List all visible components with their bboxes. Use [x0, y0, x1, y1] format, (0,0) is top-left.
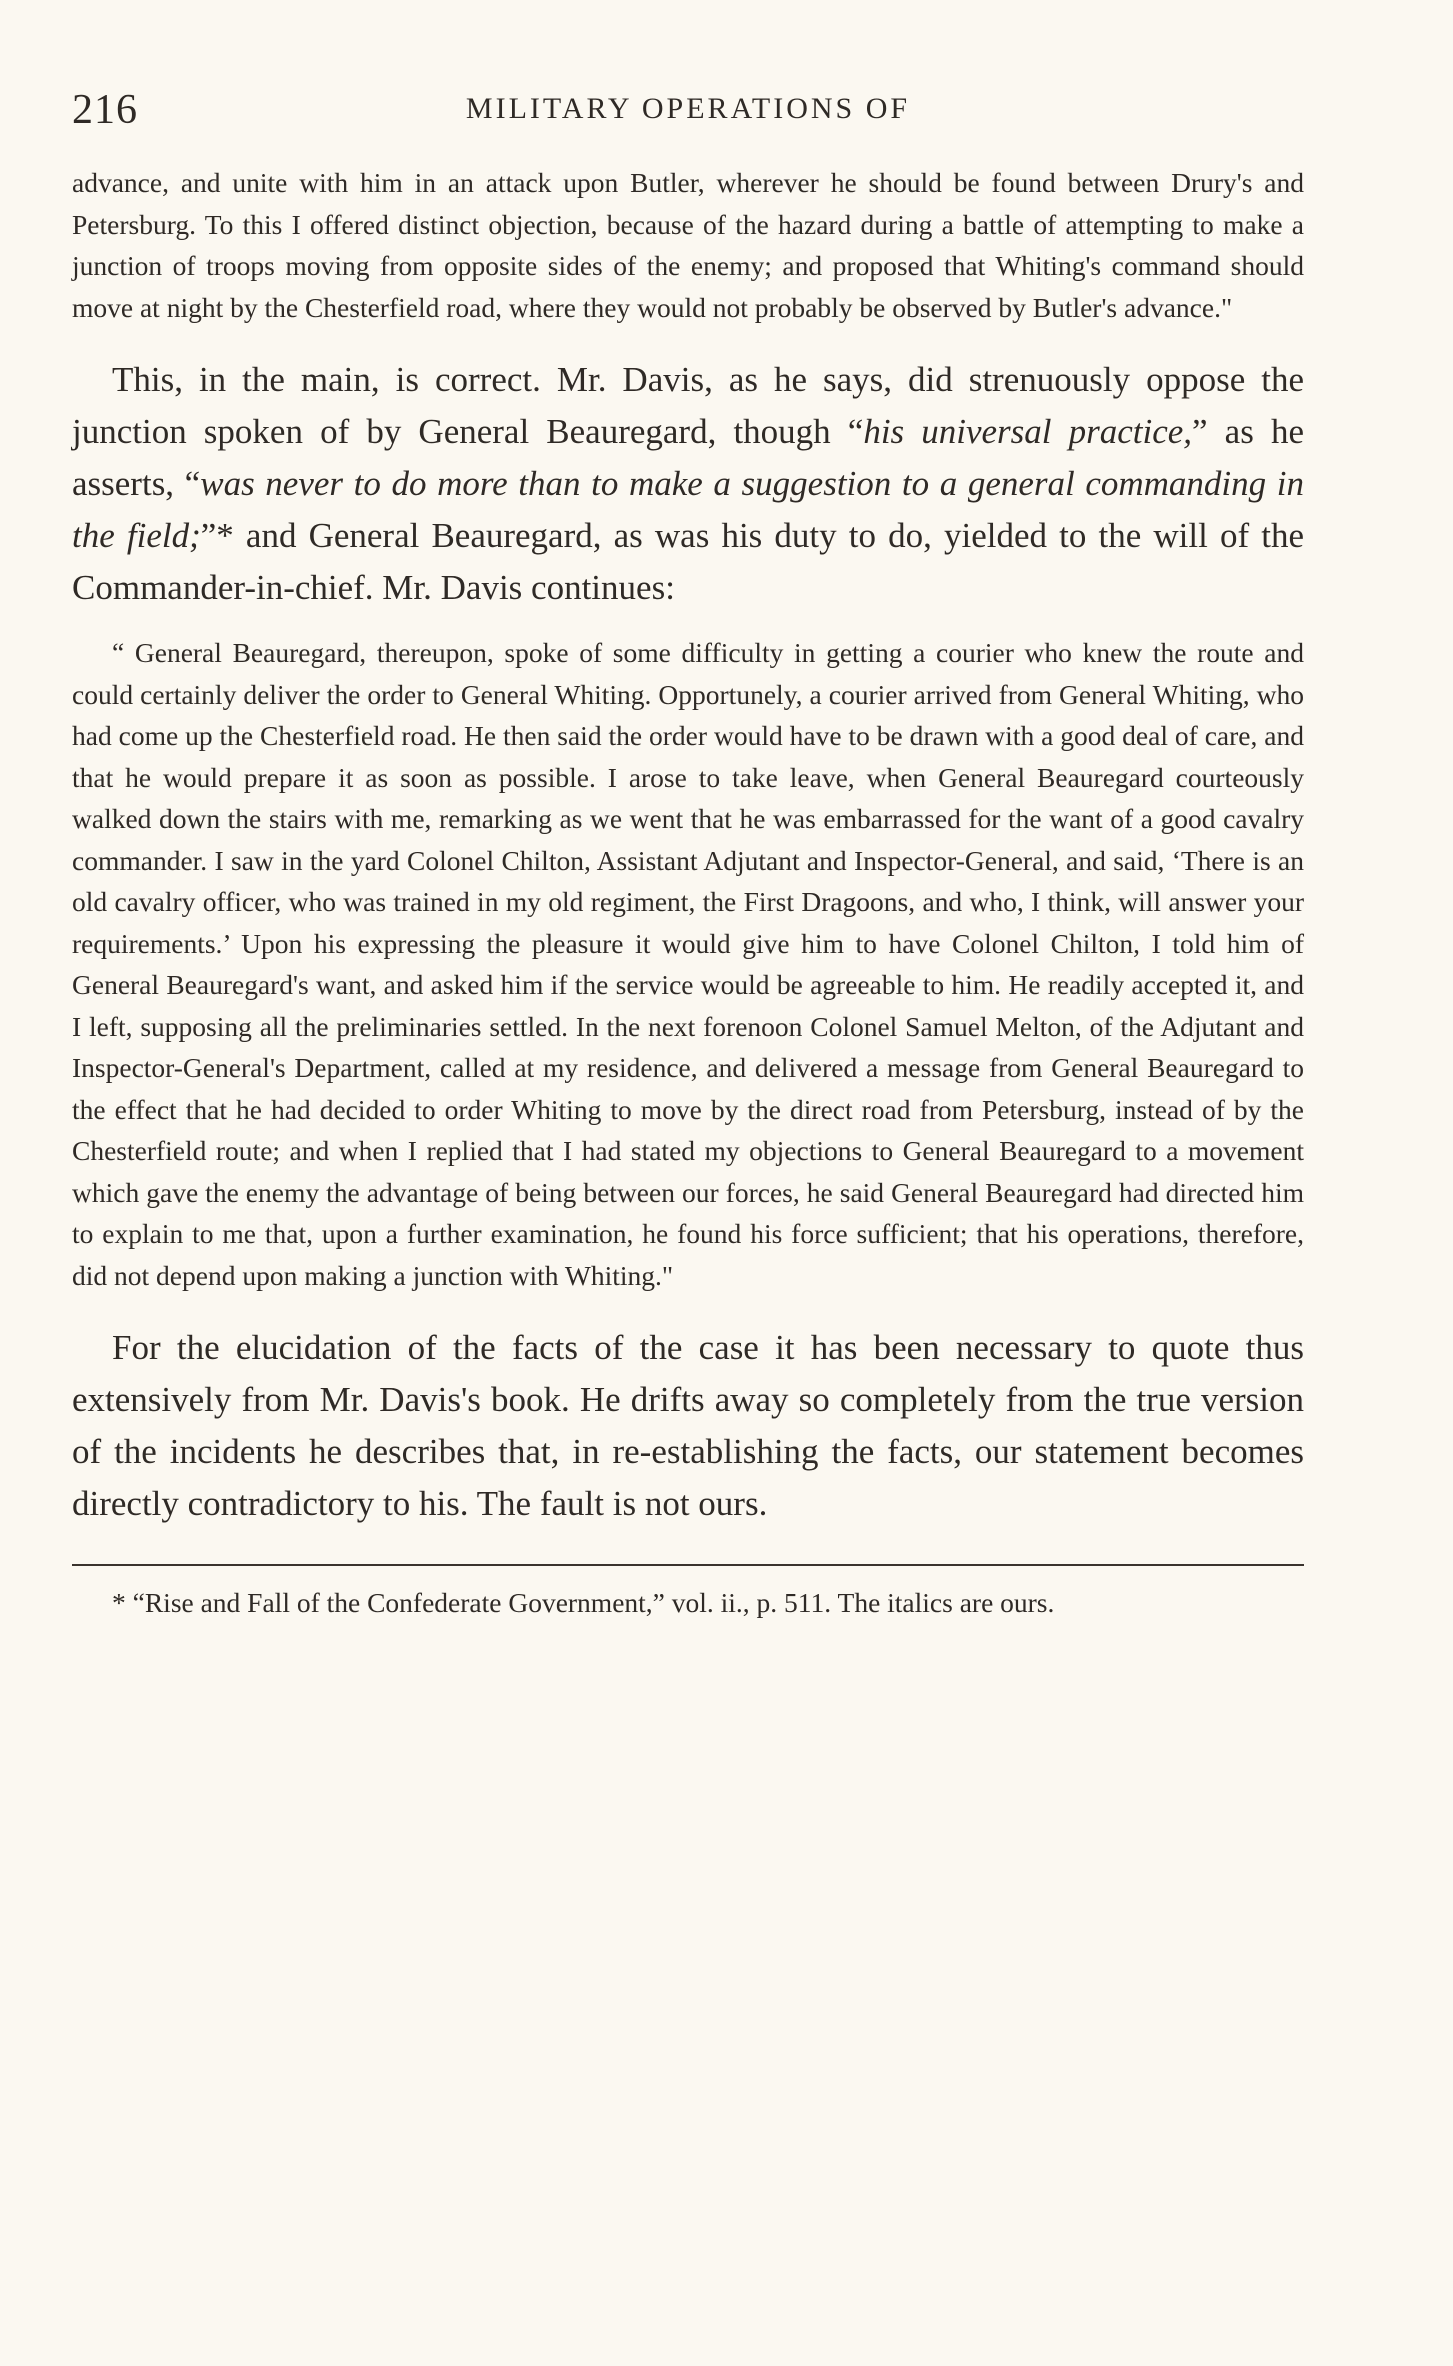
book-page	[72, 86, 1304, 1624]
main-1-italic-a: his universal practice,	[863, 412, 1193, 451]
main-1-text-a: This, in the main, is correct. Mr. Davis, as he says, did strenuously oppose the junction spoken of by General Beauregard, though “	[72, 360, 1304, 451]
main-paragraph-1	[72, 354, 1304, 614]
footnote-divider	[72, 1564, 1304, 1566]
main-1-text-b: ” as he asserts, “	[72, 412, 1304, 503]
running-head: MILITARY OPERATIONS OF	[465, 92, 911, 125]
main-1-italic-b: was never to do more than to make a suggestion to a general commanding in the field;	[72, 464, 1304, 555]
page-header	[72, 86, 1304, 158]
main-1-text-c: ”* and General Beauregard, as was his duty to do, yielded to the will of the Commander-in-chief. Mr. Davis continues:	[72, 516, 1304, 607]
main-paragraph-2: For the elucidation of the facts of the case it has been necessary to quote thus extensively from Mr. Davis's book. He drifts away so completely from the true version of the incidents he describes that, in re-establishing the facts, our statement becomes directly contradictory to his. The fault is not ours.	[72, 1328, 1304, 1523]
quote-continuation-paragraph: advance, and unite with him in an attack upon Butler, wherever he should be found between Drury's and Petersburg. To this I offered distinct objection, because of the hazard during a battle of attempting to make a junction of troops moving from opposite sides of the enemy; and proposed that Whiting's command should move at night by the Chesterfield road, where they would not probably be observed by Butler's advance."	[72, 167, 1304, 323]
page-number: 216	[72, 87, 138, 133]
davis-quote-paragraph: “ General Beauregard, thereupon, spoke of some difficulty in getting a courier who knew the route and could certainly deliver the order to General Whiting. Opportunely, a courier arrived from General Whiting, who had come up the Chesterfield road. He then said the order would have to be drawn with a good deal of care, and that he would prepare it as soon as possible. I arose to take leave, when General Beauregard courteously walked down the stairs with me, remarking as we went that he was embarrassed for the want of a good cavalry commander. I saw in the yard Colonel Chilton, Assistant Adjutant and Inspector-General, and said, ‘There is an old cavalry officer, who was trained in my old regiment, the First Dragoons, and who, I think, will answer your requirements.’ Upon his expressing the pleasure it would give him to have Colonel Chilton, I told him of General Beauregard's want, and asked him if the service would be agreeable to him. He readily accepted it, and I left, supposing all the preliminaries settled. In the next forenoon Colonel Samuel Melton, of the Adjutant and Inspector-General's Department, called at my residence, and delivered a message from General Beauregard to the effect that he had decided to order Whiting to move by the direct road from Petersburg, instead of by the Chesterfield route; and when I replied that I had stated my objections to General Beauregard to a movement which gave the enemy the advantage of being between our forces, he said General Beauregard had directed him to explain to me that, upon a further examination, he found his force sufficient; that his operations, therefore, did not depend upon making a junction with Whiting."	[72, 637, 1304, 1291]
footnote: * “Rise and Fall of the Confederate Government,” vol. ii., p. 511. The italics are ours.	[112, 1587, 1055, 1618]
